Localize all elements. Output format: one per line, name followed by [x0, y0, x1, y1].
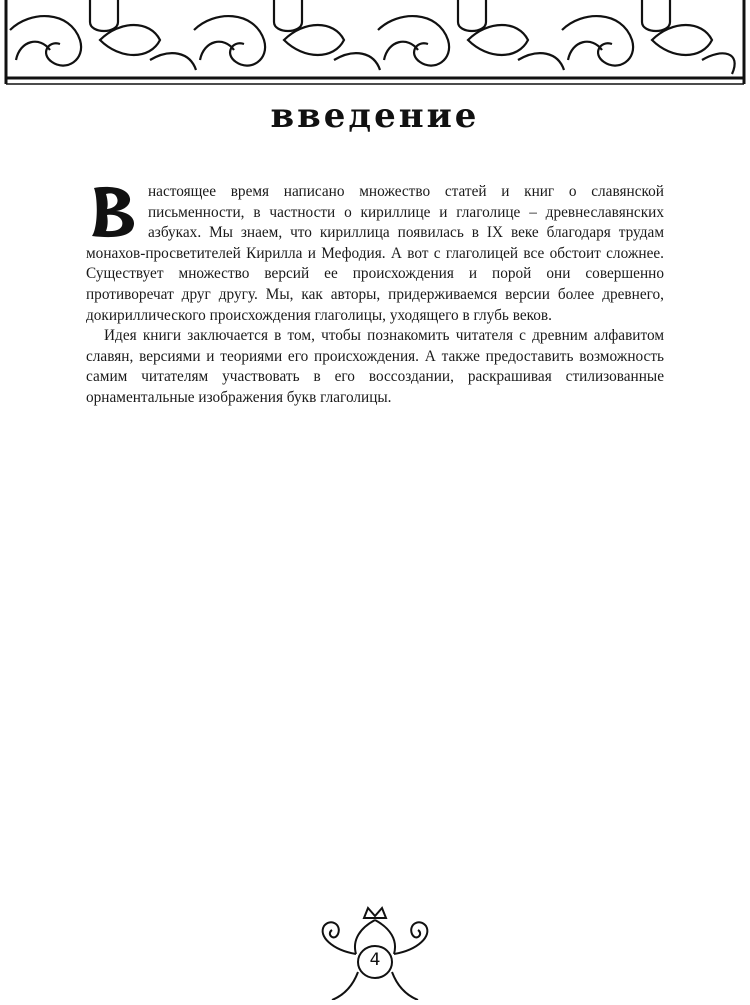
intro-text — [86, 182, 664, 409]
paragraph-2: Идея книги заключается в том, чтобы познакомить читателя с древним алфавитом славян, версиями и теориями его происхождения. А также предоставить возможность самим читателям участвовать в его воссоздании, раскрашивая стилизованные орнаментальные изображения букв глаголицы. — [86, 327, 664, 406]
page-number: 4 — [369, 950, 381, 970]
page-title: введение — [270, 96, 480, 136]
floral-border-icon — [0, 0, 750, 96]
drop-cap-icon — [86, 184, 138, 238]
paragraph-1: настоящее время написано множество статей и книг о славянской письменности, в частности о кириллице и глаголице – древнеславянских азбуках. Мы знаем, что кириллица появилась в IX веке благодаря трудам монахов-просветителей Кирилла и Мефодия. А вот с глаголицей все обстоит сложнее. Существует множество версий ее происхождения и порой они совершенно противоречат друг другу. Мы, как авторы, придерживаемся версии более древнего, докириллического происхождения глаголицы, уходящего в глубь веков. — [86, 183, 664, 324]
lily-ornament-icon — [312, 906, 438, 1000]
